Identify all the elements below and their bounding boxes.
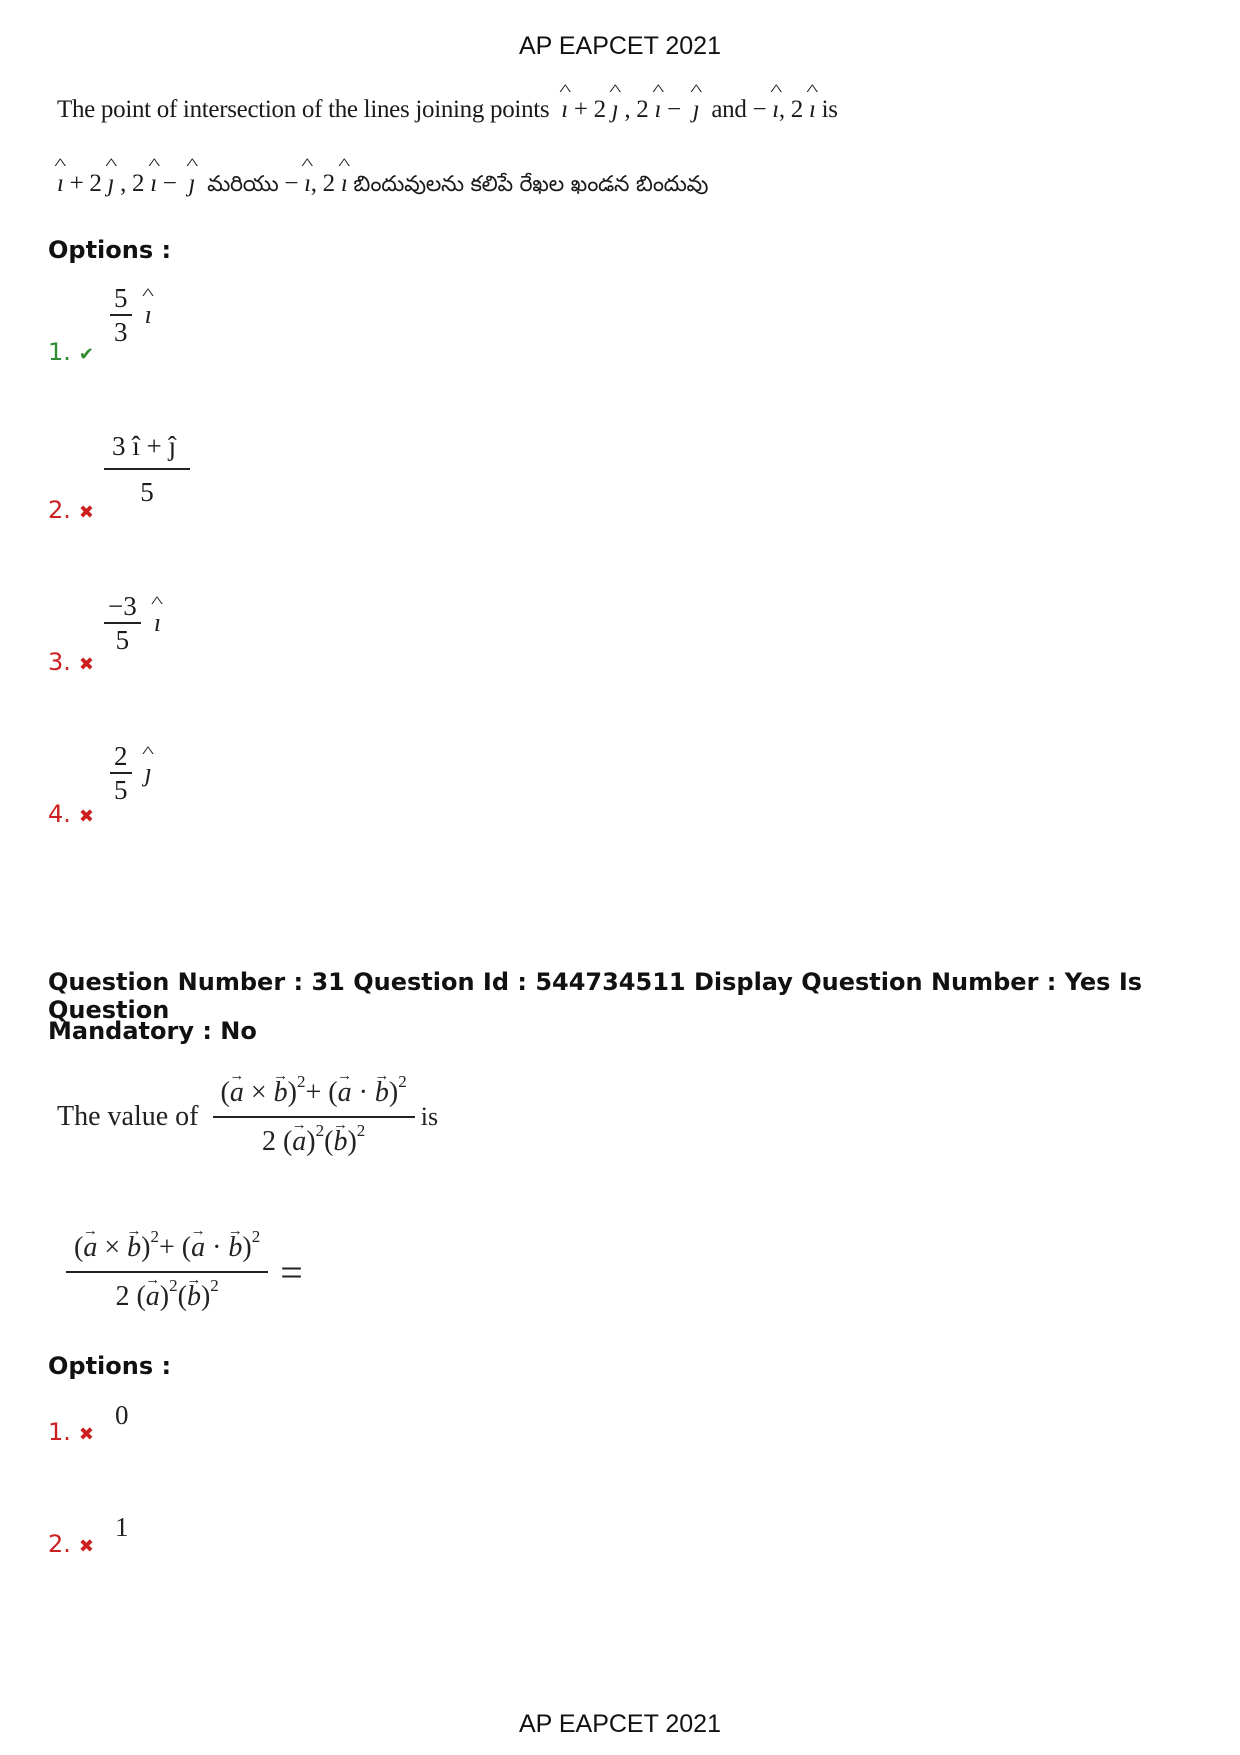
question-31-meta-line2: Mandatory : No <box>48 1017 257 1045</box>
fraction <box>104 430 190 508</box>
option-number: 2. <box>48 1530 71 1558</box>
question-30-and: and <box>711 96 747 123</box>
fraction <box>110 740 132 806</box>
option-4-number <box>48 800 94 828</box>
expression-numerator: (→ a × → b)$^2$+ (→ a · → b)$^2$ <box>213 1073 415 1116</box>
q31-option-1-number <box>48 1418 94 1446</box>
numerator: 2 <box>114 741 128 771</box>
question-30-english <box>57 96 838 124</box>
unit-vector: ^ ı <box>154 608 161 638</box>
numerator: −3 <box>108 591 137 621</box>
option-number: 3. <box>48 648 71 676</box>
page-footer: AP EAPCET 2021 <box>519 1710 721 1738</box>
math-points-4: − ^ ı, 2 ^ ı <box>284 170 353 197</box>
option-3-value <box>104 590 161 656</box>
cross-icon: ✖ <box>78 806 94 827</box>
option-4-value <box>110 740 152 806</box>
expression-denominator: 2 (→ $a)^2(\to b)^2$ <box>254 1118 373 1161</box>
unit-vector: ^ ı <box>145 300 152 330</box>
cross-icon: ✖ <box>78 654 94 675</box>
expression-denominator: 2 (→ $a)^2(\to b)^2$ <box>107 1273 226 1316</box>
option-1-number <box>48 338 94 366</box>
question-31-english <box>57 1062 438 1172</box>
option-number: 1. <box>48 338 71 366</box>
options-label: Options : <box>48 236 172 264</box>
q31-option-2-number <box>48 1530 94 1558</box>
options-label-31: Options : <box>48 1352 172 1380</box>
check-icon: ✔ <box>78 344 94 365</box>
expression-fraction-2 <box>66 1228 268 1316</box>
q31-option-1-value: 0 <box>115 1400 129 1430</box>
question-31-telugu <box>66 1212 303 1332</box>
question-31-meta-line1: Question Number : 31 Question Id : 544734511 Display Question Number : Yes Is Question <box>48 968 1143 1024</box>
math-points-2: − ^ ı, 2 ^ ı <box>752 96 821 123</box>
option-number: 1. <box>48 1418 71 1446</box>
question-30-telugu <box>57 170 708 202</box>
option-number: 2. <box>48 496 71 524</box>
numerator: 5 <box>114 283 128 313</box>
equals-sign: = <box>280 1249 303 1295</box>
cross-icon: ✖ <box>78 502 94 523</box>
option-2-value <box>104 430 190 508</box>
option-2-number <box>48 496 94 524</box>
fraction <box>104 590 141 656</box>
option-1-value <box>110 282 152 348</box>
expression-numerator: (→ a × → b)$^2$+ (→ a · → b)$^2$ <box>66 1228 268 1271</box>
denominator: 3 <box>114 317 128 347</box>
math-points-1: ^ ı + 2 ^ ȷ , 2 ^ ı − ^ ȷ <box>555 96 705 123</box>
expression-fraction <box>213 1073 415 1161</box>
option-number: 4. <box>48 800 71 828</box>
denominator: 5 <box>114 775 128 805</box>
page-header: AP EAPCET 2021 <box>519 32 721 60</box>
question-31-prefix: The value of <box>57 1101 199 1132</box>
question-31-suffix: is <box>420 1102 439 1131</box>
cross-icon: ✖ <box>78 1536 94 1557</box>
numerator: 3 î + ĵ <box>112 431 176 461</box>
denominator: 5 <box>115 625 130 655</box>
option-3-number <box>48 648 94 676</box>
q31-option-2-value: 1 <box>115 1512 129 1542</box>
question-30-english-text: The point of intersection of the lines joining points <box>57 96 550 123</box>
question-30-telugu-text: బిందువులను కలిపే రేఖల ఖండన బిందువు <box>353 172 709 197</box>
math-points-3: ^ ı + 2 ^ ȷ , 2 ^ ı − ^ ȷ <box>57 170 201 197</box>
question-30-telugu-and: మరియు <box>207 172 279 197</box>
cross-icon: ✖ <box>78 1424 94 1445</box>
unit-vector: ^ ȷ <box>145 758 152 788</box>
denominator: 5 <box>140 477 154 507</box>
question-30-is: is <box>821 96 838 123</box>
fraction <box>110 282 132 348</box>
